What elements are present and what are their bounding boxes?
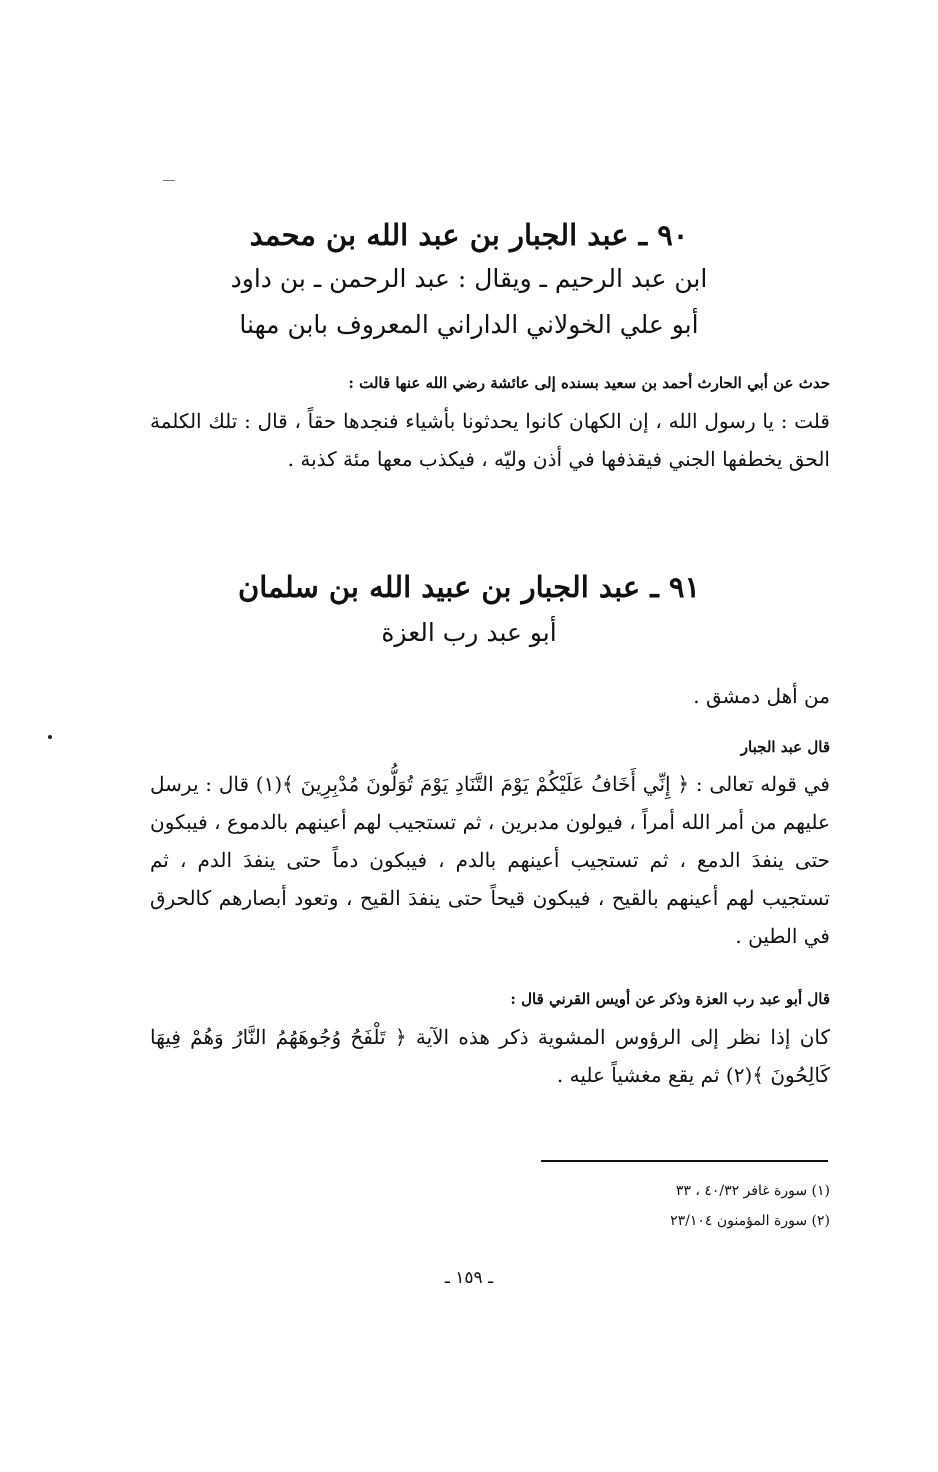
scan-dot bbox=[48, 735, 52, 739]
footnote-1: (١) سورة غافر ٤٠/٣٢ ، ٣٣ bbox=[675, 1183, 830, 1199]
entry-91-intro-2: قال أبو عبد رب العزة وذكر عن أويس القرني قال : bbox=[510, 990, 830, 1008]
entry-90-subtitle-2: أبو علي الخولاني الداراني المعروف بابن مهنا bbox=[239, 310, 699, 339]
scan-mark bbox=[163, 180, 175, 181]
entry-91-body-1: في قوله تعالى : ﴿ إِنِّي أَخَافُ عَلَيْكُمْ يَوْمَ التَّنَادِ يَوْمَ تُوَلُّونَ مُدْبِرِينَ ﴾(١) قال : يرسل عليهم من أمر الله أمراً ، فيولون مدبرين ، ثم تستجيب لهم أعينهم بالدموع ، فيبكون حتى ينفدَ الدمع ، ثم تستجيب أعينهم بالدم ، فيبكون دماً حتى ينفدَ الدم ، ثم تستجيب لهم أعينهم بالقيح ، فيبكون قيحاً حتى ينفدَ القيح ، وتعود أبصارهم كالحرق في الطين . bbox=[150, 772, 830, 948]
entry-90-intro: حدث عن أبي الحارث أحمد بن سعيد بسنده إلى عائشة رضي الله عنها قالت : bbox=[348, 374, 830, 392]
entry-91-body-2: كان إذا نظر إلى الرؤوس المشوية ذكر هذه الآية ﴿ تَلْفَحُ وُجُوهَهُمُ النَّارُ وَهُمْ فِيهَا كَالِحُونَ ﴾(٢) ثم يقع مغشياً عليه . bbox=[150, 1025, 830, 1087]
entry-91-intro-1: قال عبد الجبار bbox=[740, 738, 830, 756]
footnote-rule bbox=[541, 1160, 828, 1162]
entry-91-origin: من أهل دمشق . bbox=[693, 684, 830, 708]
entry-90-subtitle-1: ابن عبد الرحيم ـ ويقال : عبد الرحمن ـ بن داود bbox=[230, 264, 708, 293]
entry-90-title: ٩٠ ـ عبد الجبار بن عبد الله بن محمد bbox=[249, 218, 689, 252]
entry-91-title: ٩١ ـ عبد الجبار بن عبيد الله بن سلمان bbox=[237, 570, 701, 604]
page-number: ـ ١٥٩ ـ bbox=[444, 1268, 494, 1288]
footnote-2: (٢) سورة المؤمنون ٢٣/١٠٤ bbox=[670, 1213, 830, 1229]
entry-91-subtitle: أبو عبد رب العزة bbox=[381, 618, 557, 647]
entry-90-body: قلت : يا رسول الله ، إن الكهان كانوا يحدثونا بأشياء فنجدها حقاً ، قال : تلك الكلمة الحق يخطفها الجني فيقذفها في أذن وليّه ، فيكذب معها مئة كذبة . bbox=[150, 409, 830, 471]
